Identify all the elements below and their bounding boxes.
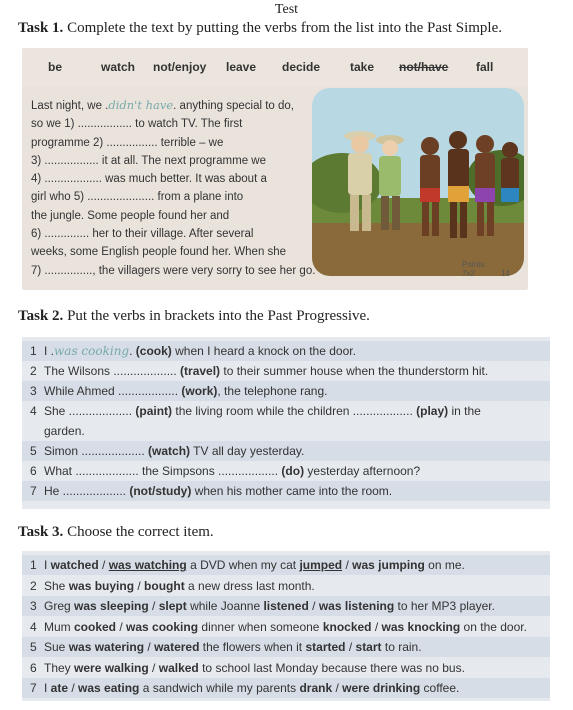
- verb-list: [22, 48, 528, 86]
- item-text: in the: [448, 404, 481, 418]
- choice-option: listened: [263, 599, 309, 613]
- verb-word: not/enjoy: [153, 60, 207, 74]
- task3-heading: [18, 524, 214, 541]
- task1-heading: [18, 20, 502, 37]
- verb-word: leave: [226, 60, 257, 74]
- item-text: /: [308, 599, 319, 613]
- verb-prompt: (play): [416, 404, 449, 418]
- passage-text: Last night, we .: [31, 100, 109, 112]
- passage-line: programme 2) ................ terrible – we: [31, 136, 224, 149]
- item-text: when his mother came into the room.: [191, 484, 393, 498]
- exercise-item: [22, 341, 550, 361]
- item-text: /: [332, 681, 343, 695]
- item-text: /: [371, 619, 382, 634]
- item-text: the living room while the children ..................: [172, 404, 417, 418]
- verb-prompt: (paint): [135, 404, 173, 418]
- task2-heading: [18, 308, 370, 325]
- item-number: 2: [30, 364, 37, 378]
- choice-option: knocked: [322, 619, 372, 634]
- choice-item: [22, 555, 550, 575]
- item-text: /: [98, 558, 109, 572]
- item-text: to rain.: [381, 640, 422, 654]
- task3-number: Task 3.: [18, 524, 64, 540]
- item-number: 7: [30, 484, 37, 498]
- item-number: 3: [30, 599, 37, 613]
- illustration-image: [312, 88, 524, 276]
- choice-option: drank: [299, 681, 333, 695]
- verb-word: decide: [282, 60, 321, 74]
- item-text: to school last Monday because there was no bus.: [198, 660, 465, 675]
- item-text: , the telephone rang.: [217, 384, 328, 398]
- choice-option: watched: [50, 558, 99, 572]
- item-text: She: [44, 578, 69, 593]
- choice-item: [30, 617, 527, 637]
- exercise-item: [30, 401, 481, 421]
- choice-item: [30, 658, 465, 678]
- passage-line: 4) .................. was much better. It was about a: [31, 173, 267, 186]
- task3-panel: [22, 551, 550, 701]
- task1-instruction: Complete the text by putting the verbs from the list into the Past Simple.: [67, 20, 503, 36]
- verb-word: watch: [101, 60, 136, 74]
- item-text: a DVD when my cat: [186, 558, 300, 572]
- passage-text: . anything special to do,: [173, 100, 295, 112]
- choice-item: [22, 596, 550, 616]
- exercise-item: [30, 361, 488, 381]
- item-text: to her MP3 player.: [394, 599, 495, 613]
- item-text: What ................... the Simpsons ..................: [44, 464, 282, 478]
- task2-panel: [22, 337, 550, 509]
- verb-prompt: (not/study): [129, 484, 192, 498]
- item-text: a sandwich while my parents: [139, 681, 300, 695]
- page-title: Test: [274, 2, 299, 17]
- item-number: 4: [30, 619, 37, 634]
- choice-option: started: [305, 640, 346, 654]
- item-number: 4: [30, 404, 37, 418]
- item-text: /: [345, 640, 356, 654]
- passage-line: 7) ..............., the villagers were very sorry to see her go.: [31, 264, 316, 277]
- passage-line: weeks, some English people found her. When she: [31, 246, 287, 259]
- verb-prompt: (do): [281, 464, 305, 478]
- item-text: coffee.: [420, 681, 460, 695]
- verb-prompt: (cook): [135, 344, 172, 358]
- choice-option: was cooking: [126, 619, 199, 634]
- item-number: 3: [30, 384, 37, 398]
- item-text: garden.: [44, 424, 85, 438]
- item-number: 2: [30, 578, 37, 593]
- item-text: to their summer house when the thunderstorm hit.: [220, 364, 489, 378]
- choice-option: start: [355, 640, 382, 654]
- task2-instruction: Put the verbs in brackets into the Past Progressive.: [67, 308, 370, 324]
- verb-word: take: [350, 60, 375, 74]
- choice-item: [22, 678, 550, 698]
- task2-number: Task 2.: [18, 308, 64, 324]
- handwritten-answer: was cooking: [54, 344, 130, 358]
- item-number: 6: [30, 464, 37, 478]
- item-number: 5: [30, 640, 37, 654]
- item-text: a new dress last month.: [184, 578, 315, 593]
- item-text: while Joanne: [186, 599, 264, 613]
- passage-line: 6) .............. her to their village. After several: [31, 228, 254, 241]
- item-text: I .: [44, 344, 55, 358]
- choice-option: cooked: [74, 619, 117, 634]
- points-box: [462, 260, 510, 282]
- passage-line: girl who 5) ..................... from a plane into: [31, 191, 244, 204]
- verb-prompt: (work): [181, 384, 218, 398]
- choice-option: was eating: [78, 681, 140, 695]
- verb-word-crossed: not/have: [399, 60, 449, 74]
- exercise-item: [22, 381, 550, 401]
- item-text: /: [342, 558, 353, 572]
- item-text: TV all day yesterday.: [190, 444, 305, 458]
- choice-option: were drinking: [342, 681, 421, 695]
- task1-passage: [31, 96, 331, 286]
- verb-prompt: (travel): [180, 364, 221, 378]
- item-text: /: [148, 660, 159, 675]
- item-text: on the door.: [460, 619, 527, 634]
- item-text: I: [44, 558, 51, 572]
- choice-option: was buying: [68, 578, 135, 593]
- exercise-item-continued: [30, 421, 85, 441]
- choice-option-selected: jumped: [299, 558, 343, 572]
- item-number: 1: [30, 558, 37, 572]
- item-number: 6: [30, 660, 37, 675]
- exercise-item: [22, 441, 550, 461]
- choice-option: was watering: [68, 640, 145, 654]
- item-text: on me.: [424, 558, 465, 572]
- passage-line: the jungle. Some people found her and: [31, 209, 230, 222]
- exercise-item: [22, 481, 550, 501]
- exercise-item: [30, 461, 420, 481]
- choice-option: ate: [50, 681, 69, 695]
- verb-word: fall: [476, 60, 494, 74]
- choice-option: was sleeping: [74, 599, 149, 613]
- item-text: Greg: [44, 599, 75, 613]
- item-text: the flowers when it: [199, 640, 306, 654]
- item-text: Sue: [44, 640, 69, 654]
- item-text: The Wilsons ...................: [44, 364, 181, 378]
- item-text: .: [129, 344, 136, 358]
- item-number: 7: [30, 681, 37, 695]
- item-text: /: [68, 681, 79, 695]
- verb-prompt: (watch): [148, 444, 191, 458]
- item-text: Mum: [44, 619, 74, 634]
- task1-number: Task 1.: [18, 20, 64, 36]
- item-number: 5: [30, 444, 37, 458]
- points-label: Points:: [462, 260, 487, 269]
- choice-option: was listening: [318, 599, 395, 613]
- choice-option: were walking: [74, 660, 149, 675]
- item-text: They: [44, 660, 75, 675]
- item-text: /: [148, 599, 159, 613]
- choice-option: watered: [154, 640, 200, 654]
- item-text: He ...................: [44, 484, 130, 498]
- item-text: /: [116, 619, 127, 634]
- choice-option: walked: [158, 660, 199, 675]
- task1-panel: [22, 48, 528, 290]
- choice-option: was jumping: [352, 558, 425, 572]
- passage-line: so we 1) ................. to watch TV. The first: [31, 118, 243, 131]
- points-formula: 7x2: [462, 269, 475, 278]
- item-number: 1: [30, 344, 37, 358]
- item-text: She ...................: [44, 404, 136, 418]
- choice-option-selected: was watching: [108, 558, 187, 572]
- choice-option: was knocking: [381, 619, 461, 634]
- points-total: 14: [501, 269, 510, 278]
- passage-line: 3) ................. it at all. The next programme we: [31, 154, 266, 167]
- choice-item: [30, 576, 315, 596]
- item-text: dinner when someone: [198, 619, 323, 634]
- item-text: While Ahmed ..................: [44, 384, 182, 398]
- item-text: /: [134, 578, 145, 593]
- passage-line: [31, 96, 331, 115]
- task3-instruction: Choose the correct item.: [67, 524, 214, 540]
- item-text: Simon ...................: [44, 444, 149, 458]
- item-text: /: [144, 640, 155, 654]
- handwritten-answer: didn't have: [108, 98, 174, 112]
- verb-word: be: [48, 60, 63, 74]
- choice-item: [22, 637, 550, 657]
- item-text: I: [44, 681, 51, 695]
- choice-option: slept: [158, 599, 187, 613]
- choice-option: bought: [144, 578, 185, 593]
- item-text: yesterday afternoon?: [304, 464, 421, 478]
- item-text: when I heard a knock on the door.: [171, 344, 356, 358]
